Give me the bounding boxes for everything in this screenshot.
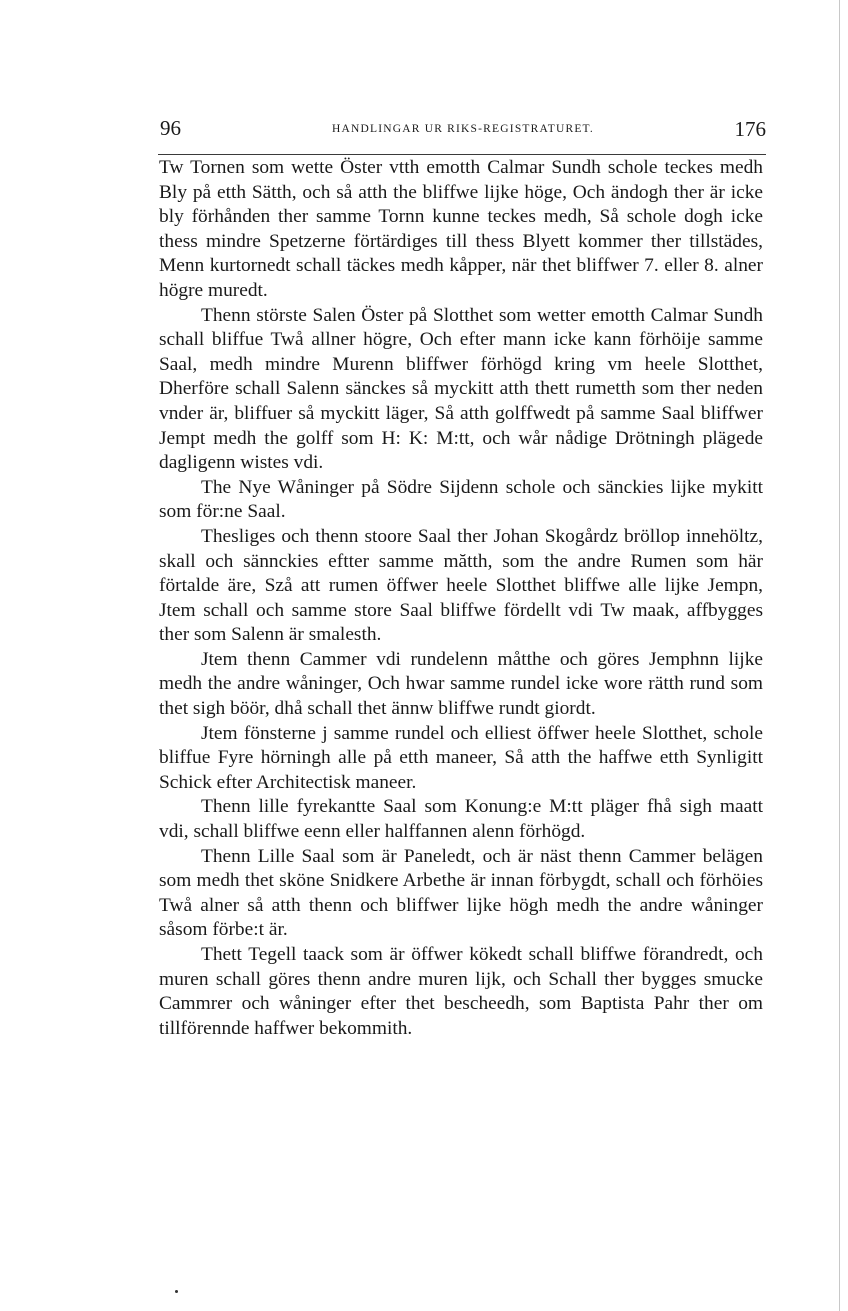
header-rule [158,154,766,155]
paragraph: Jtem fönsterne j samme rundel och elliest öffwer heele Slotthet, schole bliffue Fyre hörningh alle på etth maneer, Så atth the haffwe etth Synligitt Schick efter Architectisk maneer. [159,722,763,793]
page-number: 96 [160,116,181,140]
paragraph: Tw Tornen som wette Öster vtth emotth Calmar Sundh schole teckes medh Bly på etth Sätth, och så atth the bliffwe lijke höge, Och ändogh ther är icke bly förhånden ther samme Tornn kunne teckes medh, Så schole dogh icke thess mindre Spetzerne förtärdiges till thess Blyett kommer ther tillstädes, Menn kurtornedt schall täckes medh kåpper, när thet bliffwer 7. eller 8. alner högre muredt. [159,157,763,301]
scan-edge-line [839,0,840,1311]
running-title: HANDLINGAR UR RIKS-REGISTRATURET. [331,123,595,135]
paragraph: Thenn störste Salen Öster på Slotthet som wetter emotth Calmar Sundh schall bliffue Twå allner högre, Och efter mann icke kann förhöije samme Saal, medh mindre Murenn bliffwer förhögd kring vm heele Slotthet, Dherföre schall Salenn sänckes så myckitt atth thett rumetth som ther neden vnder är, bliffuer så myckitt läger, Så atth golffwedt på samme Saal bliffwer Jempt medh the golff som H: K: M:tt, och wår nådige Drötningh plägede dagligenn wistes vdi. [159,304,763,474]
paragraph: Thenn lille fyrekantte Saal som Konung:e M:tt pläger fhå sigh maatt vdi, schall bliffwe eenn eller halffannen alenn förhögd. [159,796,763,843]
folio-number: 176 [734,117,766,141]
body-text [159,156,763,1041]
paragraph: Jtem thenn Cammer vdi rundelenn måtthe och göres Jemphnn lijke medh the andre wåninger, Och hwar samme rundel icke wore rätth rund som thet sigh böör, dhå schall thet ännw bliffwe rundt giordt. [159,648,763,720]
stray-ink-mark [175,1290,178,1293]
paragraph: Thenn Lille Saal som är Paneledt, och är näst thenn Cammer belägen som medh thet sköne Snidkere Arbethe är innan förbygdt, schall och förhöies Twå alner så atth thenn och bliffwer lijke högh medh the andre wåninger såsom förbe:t är. [159,845,763,941]
paragraph: Thett Tegell taack som är öffwer kökedt schall bliffwe förandredt, och muren schall göres thenn andre muren lijk, och Schall ther bygges smucke Cammrer och wåninger efter thet bescheedh, som Baptista Pahr ther om tillförennde haffwer bekommith. [159,944,763,1039]
page-header [160,116,766,148]
paragraph: The Nye Wåninger på Södre Sijdenn schole och sänckies lijke mykitt som för:ne Saal. [159,476,763,523]
paragraph: Thesliges och thenn stoore Saal ther Johan Skogårdz bröllop innehöltz, skall och sännckies eftter samme mătth, som the andre Rumen som här förtalde äre, Szå att rumen öffwer heele Slotthet bliffwe alle lijke Jempn, Jtem schall och samme store Saal bliffwe fördellt vdi Tw maak, affbygges ther som Salenn är smalesth. [159,525,763,646]
